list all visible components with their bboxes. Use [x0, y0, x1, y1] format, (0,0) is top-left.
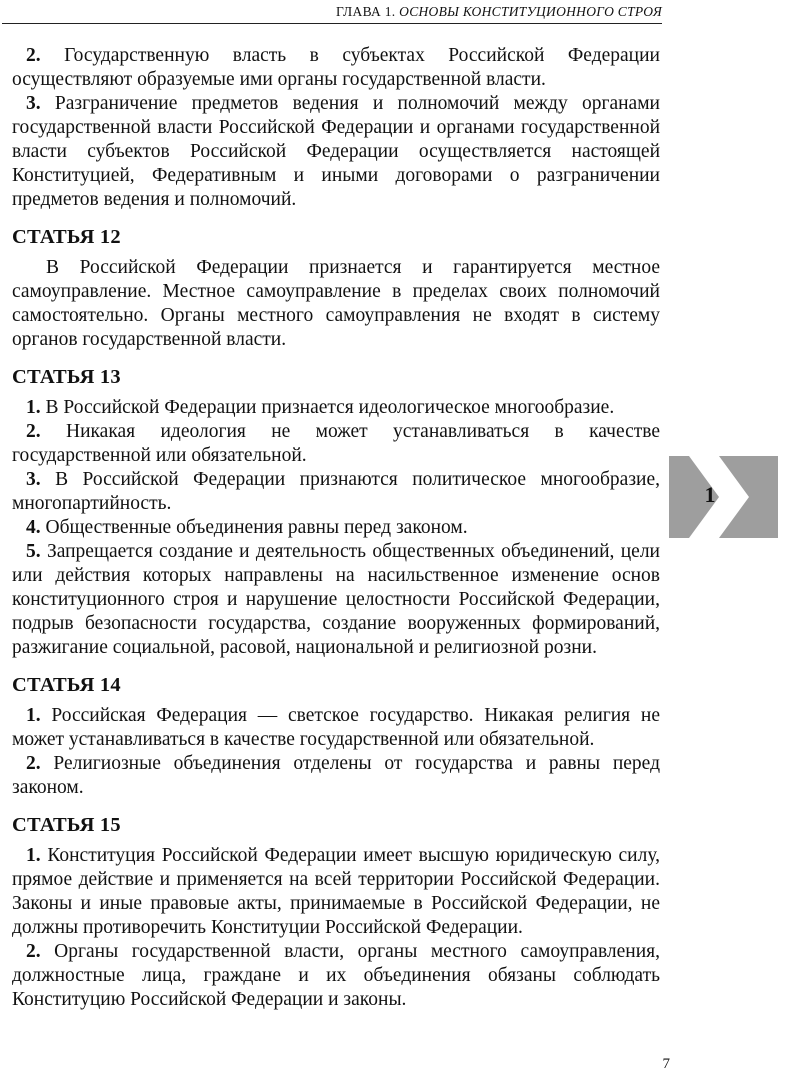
paragraph-text: В Российской Федерации признаются политическое многообразие, многопартийность.	[12, 469, 661, 514]
paragraph-number: 1.	[26, 845, 41, 866]
paragraph-number: 3.	[26, 469, 41, 490]
running-head-chapter: ГЛАВА 1.	[335, 4, 396, 19]
paragraph	[12, 92, 660, 212]
running-head	[2, 4, 662, 24]
paragraph-text: В Российской Федерации признается идеологическое многообразие.	[45, 397, 615, 418]
paragraph-number: 2.	[26, 753, 41, 774]
paragraph-text: Государственную власть в субъектах Российской Федерации осуществляют образуемые ими органы государственной власти.	[12, 45, 660, 90]
article-heading: СТАТЬЯ 12	[12, 226, 121, 248]
paragraph	[12, 396, 660, 420]
paragraph	[12, 704, 660, 752]
paragraph-text: Конституция Российской Федерации имеет высшую юридическую силу, прямое действие и применяется на всей территории Российской Федерации. Законы и иные правовые акты, принимаемые в Российской Федерации, не должны противоречить Конституции Российской Федерации.	[12, 845, 661, 938]
paragraph	[12, 540, 660, 660]
paragraph-number: 2.	[26, 941, 41, 962]
paragraph	[12, 420, 660, 468]
chapter-tab-label: 1	[704, 482, 716, 507]
article-heading: СТАТЬЯ 15	[12, 814, 121, 836]
article-heading: СТАТЬЯ 13	[12, 366, 121, 388]
paragraph-text: Разграничение предметов ведения и полномочий между органами государственной власти Российской Федерации и органами государственной власти субъектов Российской Федерации осуществляется настоящей Конституцией, Федеративным и иными договорами о разграничении предметов ведения и полномочий.	[12, 93, 660, 210]
paragraph	[12, 256, 660, 352]
paragraph-text: Запрещается создание и деятельность общественных объединений, цели или действия которых направлены на насильственное изменение основ конституционного строя и нарушение целостности Российской Федерации, подрыв безопасности государства, создание вооруженных формирований, разжигание социальной, расовой, национальной и религиозной розни.	[12, 541, 660, 658]
paragraph-text: В Российской Федерации признается и гарантируется местное самоуправление. Местное самоуправление в пределах своих полномочий самостоятельно. Органы местного самоуправления не входят в систему органов государственной власти.	[12, 257, 660, 350]
chapter-tab-right-shape	[719, 456, 778, 538]
running-head-title: ОСНОВЫ КОНСТИТУЦИОННОГО СТРОЯ	[399, 4, 662, 19]
paragraph	[12, 516, 660, 540]
paragraph-number: 4.	[26, 517, 41, 538]
chapter-tab-arrow-icon	[669, 456, 778, 538]
paragraph	[12, 844, 660, 940]
page-body	[12, 44, 660, 1012]
paragraph-number: 2.	[26, 421, 41, 442]
page-number: 7	[662, 1056, 670, 1072]
paragraph-number: 1.	[26, 705, 41, 726]
article-heading: СТАТЬЯ 14	[12, 674, 121, 696]
paragraph	[12, 940, 660, 1012]
paragraph-text: Религиозные объединения отделены от государства и равны перед законом.	[12, 753, 660, 798]
paragraph	[12, 468, 660, 516]
paragraph-text: Российская Федерация — светское государство. Никакая религия не может устанавливаться в качестве государственной или обязательной.	[12, 705, 660, 750]
paragraph-text: Никакая идеология не может устанавливаться в качестве государственной или обязательной.	[12, 421, 661, 466]
paragraph-text: Общественные объединения равны перед законом.	[45, 517, 468, 538]
paragraph	[12, 752, 660, 800]
paragraph-text: Органы государственной власти, органы местного самоуправления, должностные лица, граждане и их объединения обязаны соблюдать Конституцию Российской Федерации и законы.	[12, 941, 661, 1010]
paragraph-number: 1.	[26, 397, 41, 418]
paragraph-number: 5.	[26, 541, 41, 562]
chapter-tab	[669, 456, 778, 538]
paragraph-number: 3.	[26, 93, 41, 114]
paragraph	[12, 44, 660, 92]
paragraph-number: 2.	[26, 45, 41, 66]
